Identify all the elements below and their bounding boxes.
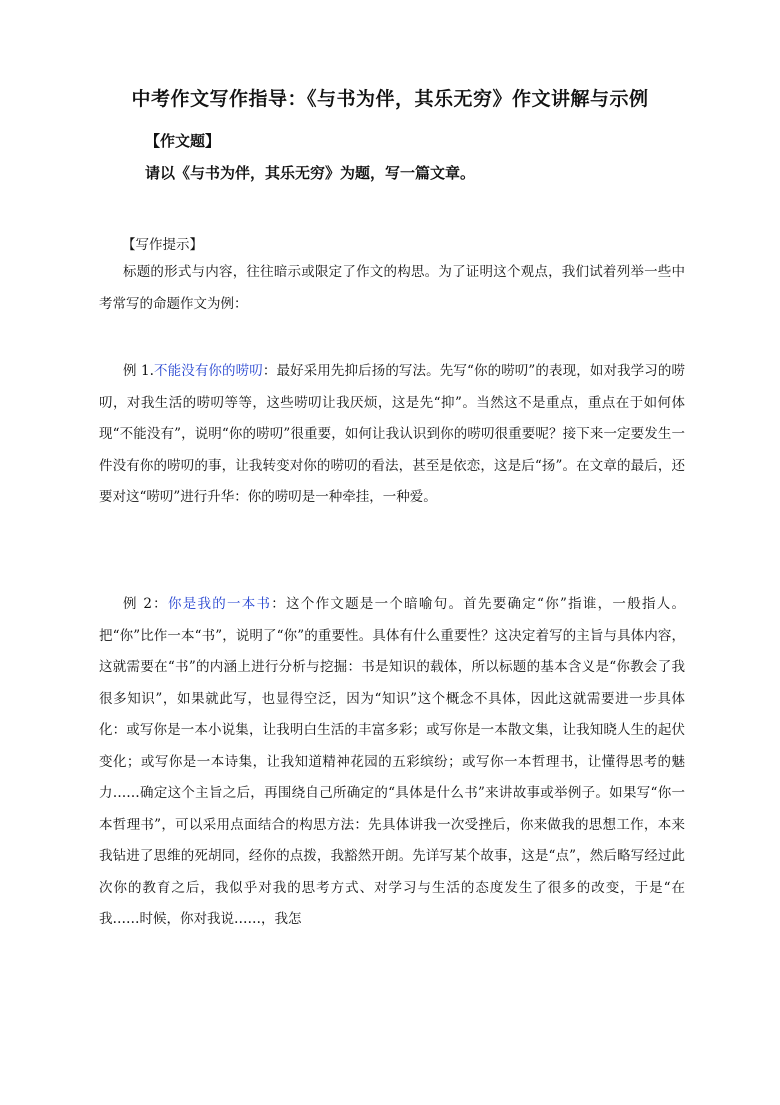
example-2-topic: 你是我的一本书 — [167, 596, 272, 612]
example-1-paragraph — [99, 356, 685, 514]
topic-text: 请以《与书为伴，其乐无穷》为题，写一篇文章。 — [145, 164, 476, 182]
example-1-prefix: 例 1. — [123, 363, 154, 379]
document-title: 中考作文写作指导：《与书为伴，其乐无穷》作文讲解与示例 — [131, 88, 649, 110]
example-2-prefix: 例 2： — [123, 596, 168, 612]
example-1-topic: 不能没有你的唠叨 — [153, 363, 263, 379]
example-2-paragraph — [99, 589, 685, 936]
example-1-text: ：最好采用先抑后扬的写法。先写“你的唠叨”的表现，如对我学习的唠叨，对我生活的唠叨等等，这些唠叨让我厌烦，这是先“抑”。当然这不是重点，重点在于如何体现“不能没有”，说明“你的唠叨”很重要，如何让我认识到你的唠叨很重要呢？接下来一定要发生一件没有你的唠叨的事，让我转变对你的唠叨的看法，甚至是依恋，这是后“扬”。在文章的最后，还要对这“唠叨”进行升华：你的唠叨是一种牵挂，一种爱。 — [99, 363, 685, 505]
tips-heading: 【写作提示】 — [122, 237, 203, 253]
example-2-text: ：这个作文题是一个暗喻句。首先要确定“你”指谁，一般指人。把“你”比作一本“书”，说明了“你”的重要性。具体有什么重要性？这决定着写的主旨与具体内容，这就需要在“书”的内涵上进行分析与挖掘：书是知识的载体，所以标题的基本含义是“你教会了我很多知识”，如果就此写，也显得空泛，因为“知识”这个概念不具体，因此这就需要进一步具体化：或写你是一本小说集，让我明白生活的丰富多彩；或写你是一本散文集，让我知晓人生的起伏变化；或写你是一本诗集，让我知道精神花园的五彩缤纷；或写你一本哲理书，让懂得思考的魅力……确定这个主旨之后，再围绕自己所确定的“具体是什么书”来讲故事或举例子。如果写“你一本哲理书”，可以采用点面结合的构思方法：先具体讲我一次受挫后，你来做我的思想工作，本来我钻进了思维的死胡同，经你的点拨，我豁然开朗。先详写某个故事，这是“点”，然后略写经过此次你的教育之后，我似乎对我的思考方式、对学习与生活的态度发生了很多的改变，于是“在我……时候，你对我说……，我怎 — [99, 596, 685, 927]
topic-heading: 【作文题】 — [145, 132, 221, 150]
intro-paragraph: 标题的形式与内容，往往暗示或限定了作文的构思。为了证明这个观点，我们试着列举一些中考常写的命题作文为例： — [99, 264, 685, 312]
